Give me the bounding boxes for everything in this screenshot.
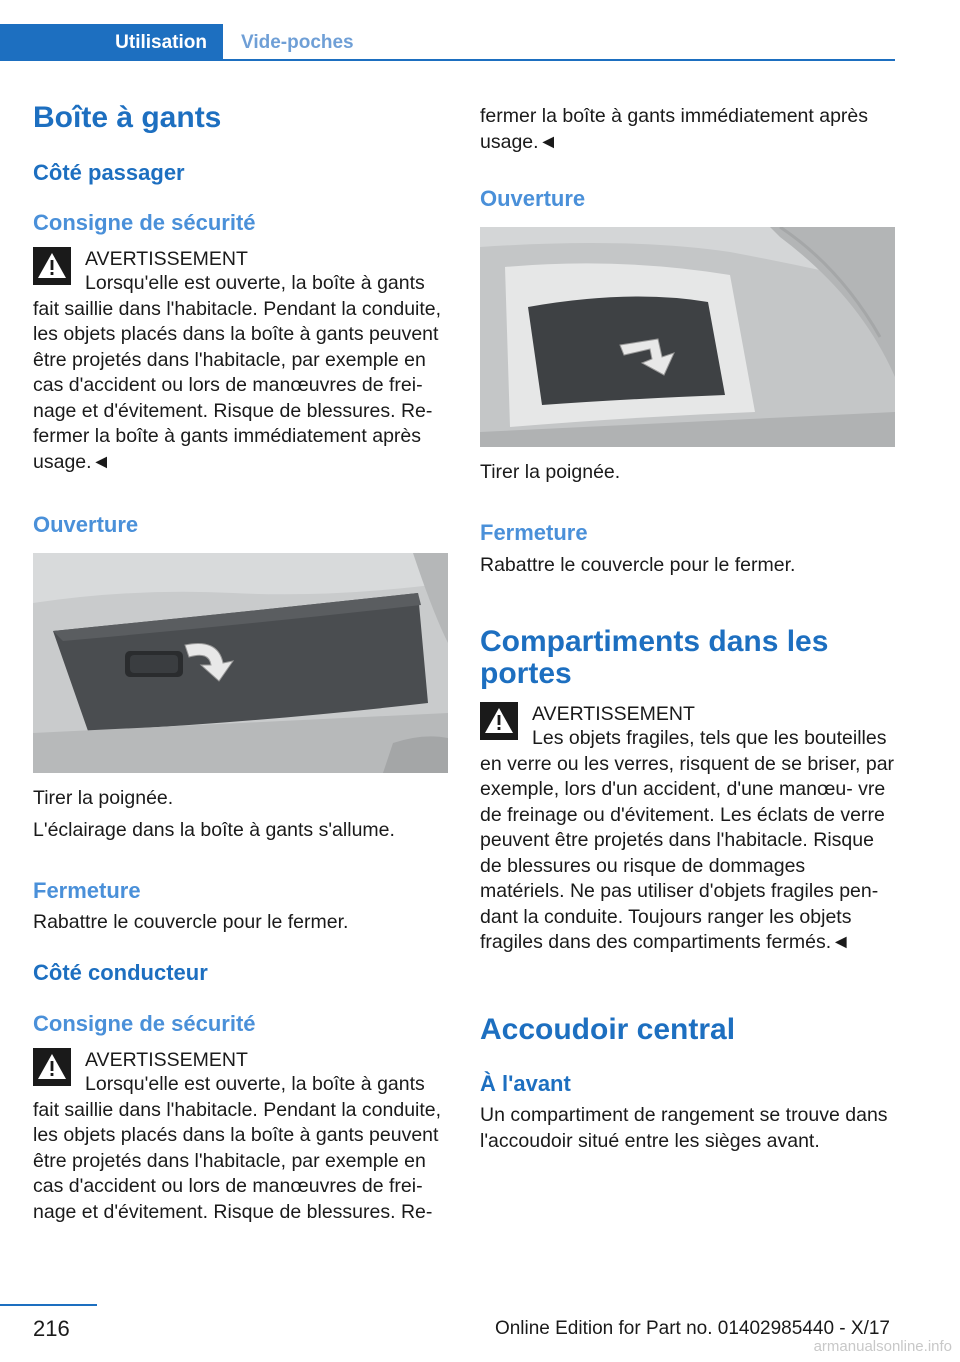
heading-driver-side: Côté conducteur [33, 960, 208, 985]
text-light-on: L'éclairage dans la boîte à gants s'allume. [33, 819, 395, 841]
heading-closing: Fermeture [480, 520, 588, 545]
heading-safety-note-1: Consigne de sécurité [33, 210, 256, 235]
tab-utilisation[interactable]: Utilisation [0, 24, 223, 61]
header-rule [223, 59, 895, 61]
heading-opening: Ouverture [480, 186, 586, 211]
edition-note: Online Edition for Part no. 01402985440 - X/17 [494, 1318, 890, 1339]
footer-rule [0, 1304, 97, 1306]
photo-glovebox-passenger [33, 553, 448, 773]
text-front-compartment: Un compartiment de rangement se trouve dans l'accoudoir situé entre les sièges avant. [480, 1104, 888, 1152]
heading-safety-note-2: Consigne de sécurité [33, 1011, 256, 1036]
heading-passenger-side: Côté passager [33, 160, 185, 185]
text-pull-handle: Tirer la poignée. [480, 461, 621, 483]
warning-text: Lorsqu'elle est ouverte, la boîte à gants fait saillie dans l'habitacle. Pendant la conduite, les objets placés dans la boîte à gants peuvent être projetés dans l'habitacle, par exemple en cas d'accident ou lors de manœuvres de frei‐ nage et d'évitement. Risque de blessures. Re‐ [33, 1073, 442, 1223]
text-close-lid: Rabattre le couvercle pour le fermer. [480, 554, 796, 576]
heading-opening: Ouverture [33, 512, 139, 537]
tab-vide-poches[interactable]: Vide-poches [241, 31, 354, 53]
title-glovebox: Boîte à gants [33, 101, 222, 134]
photo-glovebox-driver [480, 227, 895, 447]
text-warning-continuation: fermer la boîte à gants immédiatement après usage.◄ [480, 105, 869, 153]
warning-title: AVERTISSEMENT [85, 1049, 248, 1071]
text-close-lid: Rabattre le couvercle pour le fermer. [33, 911, 349, 933]
warning-text: Les objets fragiles, tels que les bouteilles en verre ou les verres, risquent de se briser, par exemple, lors d'un accident, d'une manœu‐ vre de freinage ou d'évitement. Les éclats de verre peuvent être projetés dans l'habitacle. Risque de blessures ou risque de dommages matériels. Ne pas utiliser d'objets fragiles pen‐ dant la conduite. Toujours ranger les objets fragiles dans des compartiments fermés.◄ [480, 727, 895, 953]
title-central-armrest: Accoudoir central [480, 1013, 736, 1046]
heading-front: À l'avant [480, 1071, 571, 1096]
warning-text: Lorsqu'elle est ouverte, la boîte à gants fait saillie dans l'habitacle. Pendant la conduite, les objets placés dans la boîte à gants peuvent être projetés dans l'habitacle, par exemple en cas d'accident ou lors de manœuvres de frei‐ nage et d'évitement. Risque de blessures. Re‐ fermer la boîte à gants immédiatement après usage.◄ [33, 272, 442, 473]
warning-title: AVERTISSEMENT [532, 703, 695, 725]
watermark: armanualsonline.info [813, 1338, 952, 1355]
title-door-compartments: Compartiments dans les portes [480, 625, 829, 690]
header-tabs [0, 24, 895, 62]
page-number: 216 [33, 1316, 70, 1341]
warning-title: AVERTISSEMENT [85, 248, 248, 270]
heading-closing: Fermeture [33, 878, 141, 903]
text-pull-handle: Tirer la poignée. [33, 787, 174, 809]
